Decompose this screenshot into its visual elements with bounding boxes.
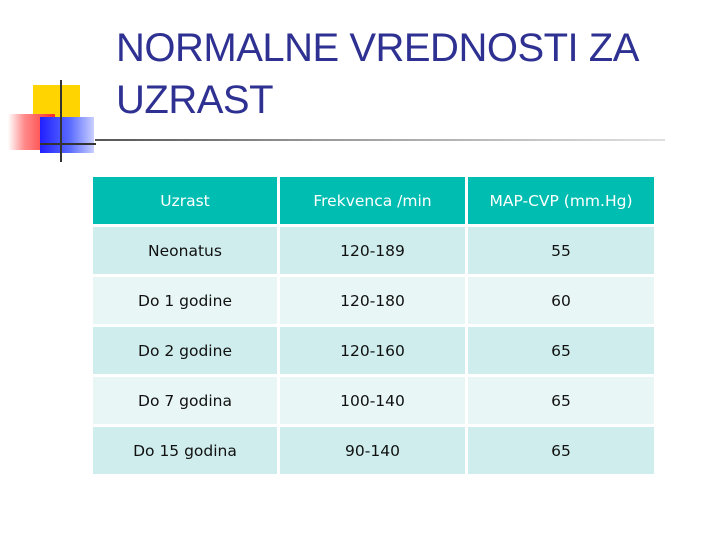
table-header-age: Uzrast bbox=[93, 177, 277, 224]
table-cell: 65 bbox=[468, 377, 654, 424]
slide-title: NORMALNE VREDNOSTI ZA UZRAST bbox=[116, 26, 637, 122]
table-cell: Do 7 godina bbox=[93, 377, 277, 424]
logo-vertical-line bbox=[60, 80, 62, 162]
table-cell: 60 bbox=[468, 277, 654, 324]
table-cell: 90-140 bbox=[280, 427, 465, 474]
table-header-map-cvp: MAP-CVP (mm.Hg) bbox=[468, 177, 654, 224]
title-underline bbox=[95, 139, 665, 141]
table-cell: 55 bbox=[468, 227, 654, 274]
logo-blue-square bbox=[40, 117, 94, 153]
table-cell: Do 15 godina bbox=[93, 427, 277, 474]
table-cell: 120-160 bbox=[280, 327, 465, 374]
table-header-frequency: Frekvenca /min bbox=[280, 177, 465, 224]
table-cell: Neonatus bbox=[93, 227, 277, 274]
table-cell: Do 2 godine bbox=[93, 327, 277, 374]
values-table bbox=[93, 177, 653, 474]
logo-horizontal-line bbox=[40, 143, 96, 145]
table-cell: 65 bbox=[468, 427, 654, 474]
table-cell: 100-140 bbox=[280, 377, 465, 424]
table-cell: 65 bbox=[468, 327, 654, 374]
table-cell: Do 1 godine bbox=[93, 277, 277, 324]
table-cell: 120-180 bbox=[280, 277, 465, 324]
table-cell: 120-189 bbox=[280, 227, 465, 274]
